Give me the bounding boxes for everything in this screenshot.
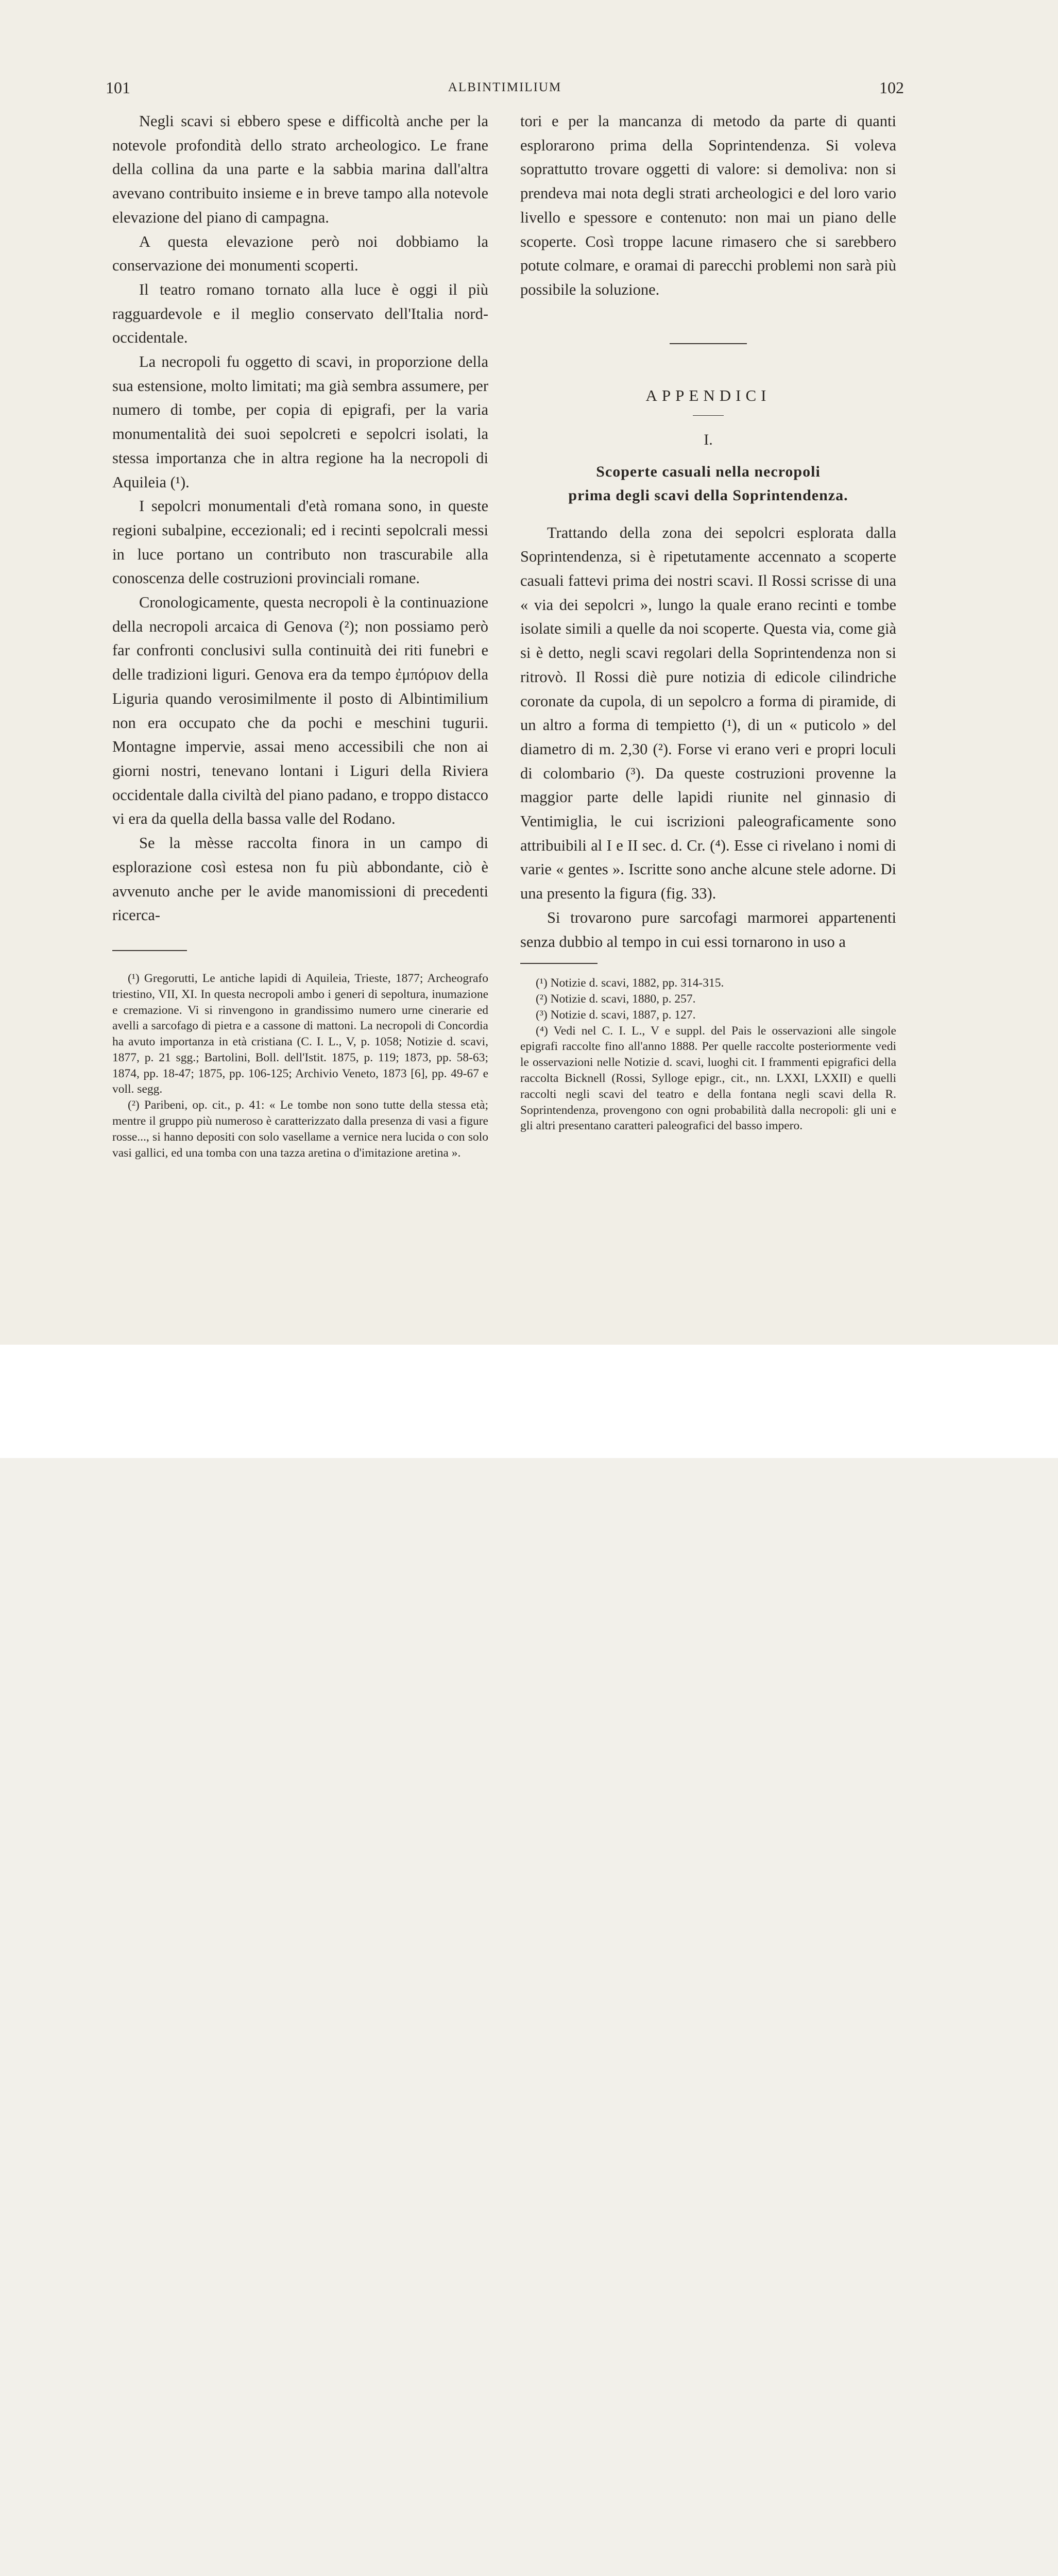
footnote: (⁴) Vedi nel C. I. L., V e suppl. del Pais le osservazioni alle singole epigrafi raccolte fino all'anno 1888. Per quelle raccolte posteriormente vedi le osservazioni nelle Notizie d. scavi, luoghi cit. I frammenti epigrafici della raccolta Bicknell (Rossi, Sylloge epigr., cit., nn. LXXI, LXXII) e quelli raccolti negli scavi del teatro e della fontana negli scavi della R. Soprintendenza, provengono con ogni probabilità dalla necropoli: gli uni e gli altri presentano caratteri paleografici del basso impero.: [520, 1024, 896, 1133]
running-header: [106, 78, 904, 99]
paragraph: Trattando della zona dei sepolcri esplorata dalla Soprintendenza, si è ripetutamente accennato a scoperte casuali fattevi prima dei nostri scavi. Il Rossi scrisse di una « via dei sepolcri », lungo la quale erano recinti e tombe isolate simili a quelle da noi scoperte. Questa via, come già si è detto, negli scavi regolari della Soprintendenza non si ritrovò. Il Rossi diè pure notizia di edicole cilindriche coronate da cupola, di un sepolcro a forma di piramide, di un altro a forma di tempietto (¹), di un « puticolo » del diametro di m. 2,30 (²). Forse vi erano veri e propri loculi di colombario (³). Da queste costruzioni provenne la maggior parte delle lapidi riunite nel ginnasio di Ventimiglia, le cui iscrizioni paleograficamente sono attribuibili al I e II sec. d. Cr. (⁴). Esse ci rivelano i nomi di varie « gentes ». Iscritte sono anche alcune stele adorne. Di una presento la figura (fig. 33).: [520, 523, 896, 903]
paragraph: Il teatro romano tornato alla luce è oggi il più ragguardevole e il meglio conservato dell'Italia nord-occidentale.: [112, 280, 488, 347]
viewer-footer: [0, 1345, 1058, 1458]
section-heading-line-2: prima degli scavi della Soprintendenza.: [568, 486, 848, 504]
left-column: [112, 109, 488, 1161]
footnote: (¹) Notizie d. scavi, 1882, pp. 314-315.: [536, 976, 724, 990]
left-page-number: 101: [106, 78, 130, 97]
section-divider: [670, 343, 747, 344]
running-title: ALBINTIMILIUM: [448, 80, 562, 94]
footnote: (³) Notizie d. scavi, 1887, p. 127.: [536, 1008, 696, 1022]
paragraph: A questa elevazione però noi dobbiamo la conservazione dei monumenti scoperti.: [112, 232, 488, 275]
left-body-text: [112, 109, 488, 927]
paragraph: Si trovarono pure sarcofagi marmorei appartenenti senza dubbio al tempo in cui essi tornarono in uso a: [520, 908, 896, 951]
appendix-title: APPENDICI: [645, 386, 771, 404]
right-footnotes: [520, 975, 896, 1134]
title-divider: [693, 415, 724, 416]
right-page-number: 102: [879, 78, 904, 97]
section-number: I.: [704, 431, 713, 448]
paragraph: Negli scavi si ebbero spese e difficoltà anche per la notevole profondità dello strato archeologico. Le frane della collina da una parte e la sabbia marina dall'altra avevano contribuito insieme e in breve tampo alla notevole elevazione del piano di campagna.: [112, 112, 488, 226]
right-body-text: [520, 521, 896, 954]
paragraph: La necropoli fu oggetto di scavi, in proporzione della sua estensione, molto limitati; ma già sembra assumere, per numero di tombe, per copia di epigrafi, per la varia monumentalità dei suoi sepolcreti e sepolcri isolati, la stessa importanza che in altra regione ha la necropoli di Aquileia (¹).: [112, 353, 488, 491]
section-heading-line-1: Scoperte casuali nella necropoli: [596, 463, 821, 480]
footnote-divider: [520, 963, 598, 964]
right-column: [520, 109, 896, 1134]
footnote: (²) Notizie d. scavi, 1880, p. 257.: [536, 992, 696, 1006]
paragraph: Cronologicamente, questa necropoli è la continuazione della necropoli arcaica di Genova (²); non possiamo però far confronti conclusivi sulla continuità dei riti funebri e delle tradizioni liguri. Genova era da tempo ἐμπόριον della Liguria quando verosimilmente il posto di Albintimilium non era occupato che da pochi e meschini tugurii. Montagne impervie, assai meno accessibili che non ai giorni nostri, tenevano lontani i Liguri della Riviera occidentale dalla civiltà del piano padano, e troppo distacco vi era da quella della bassa valle del Rodano.: [112, 594, 488, 828]
footnote: (¹) Gregorutti, Le antiche lapidi di Aquileia, Trieste, 1877; Archeografo triestino, VII, XI. In questa necropoli ambo i generi di sepoltura, inumazione e cremazione. Vi si rinvengono in grandissimo numero urne cinerarie ed avelli a sarcofago di pietra e a cassone di mattoni. La necropoli di Concordia ha avuto importanza in età cristiana (C. I. L., V, p. 1058; Notizie d. scavi, 1877, p. 21 sgg.; Bartolini, Boll. dell'Istit. 1875, p. 119; 1873, pp. 58-63; 1874, pp. 18-47; 1875, pp. 106-125; Archivio Veneto, 1873 [6], pp. 49-67 e voll. segg.: [112, 971, 488, 1096]
paragraph: Se la mèsse raccolta finora in un campo di esplorazione così estesa non fu più abbondante, ciò è avvenuto anche per le avide manomissioni di precedenti ricerca-: [112, 834, 488, 924]
right-continuation: [520, 109, 896, 302]
left-footnotes: [112, 971, 488, 1161]
paragraph: I sepolcri monumentali d'età romana sono, in queste regioni subalpine, eccezionali; ed i recinti sepolcrali messi in luce portano un contributo non trascurabile alla conoscenza delle costruzioni provinciali romane.: [112, 497, 488, 587]
footnote-divider: [112, 950, 187, 951]
footnote: (²) Paribeni, op. cit., p. 41: « Le tombe non sono tutte della stessa età; mentre il gruppo più numeroso è caratterizzato dalla presenza di vasi a figure rosse..., si hanno depositi con solo vasellame a vernice nera lucida o con solo vasi gallici, ed una tomba con una tazza aretina o d'imitazione aretina ».: [112, 1098, 488, 1160]
paragraph: tori e per la mancanza di metodo da parte di quanti esplorarono prima della Soprintendenza. Si voleva soprattutto trovare oggetti di valore: si demoliva: non si prendeva mai nota degli strati archeologici e del loro vario livello e spessore e contenuto: non mai un piano delle scoperte. Così troppe lacune rimasero che si sarebbero potute colmare, e oramai di parecchi problemi non sarà più possibile la soluzione.: [520, 112, 896, 298]
